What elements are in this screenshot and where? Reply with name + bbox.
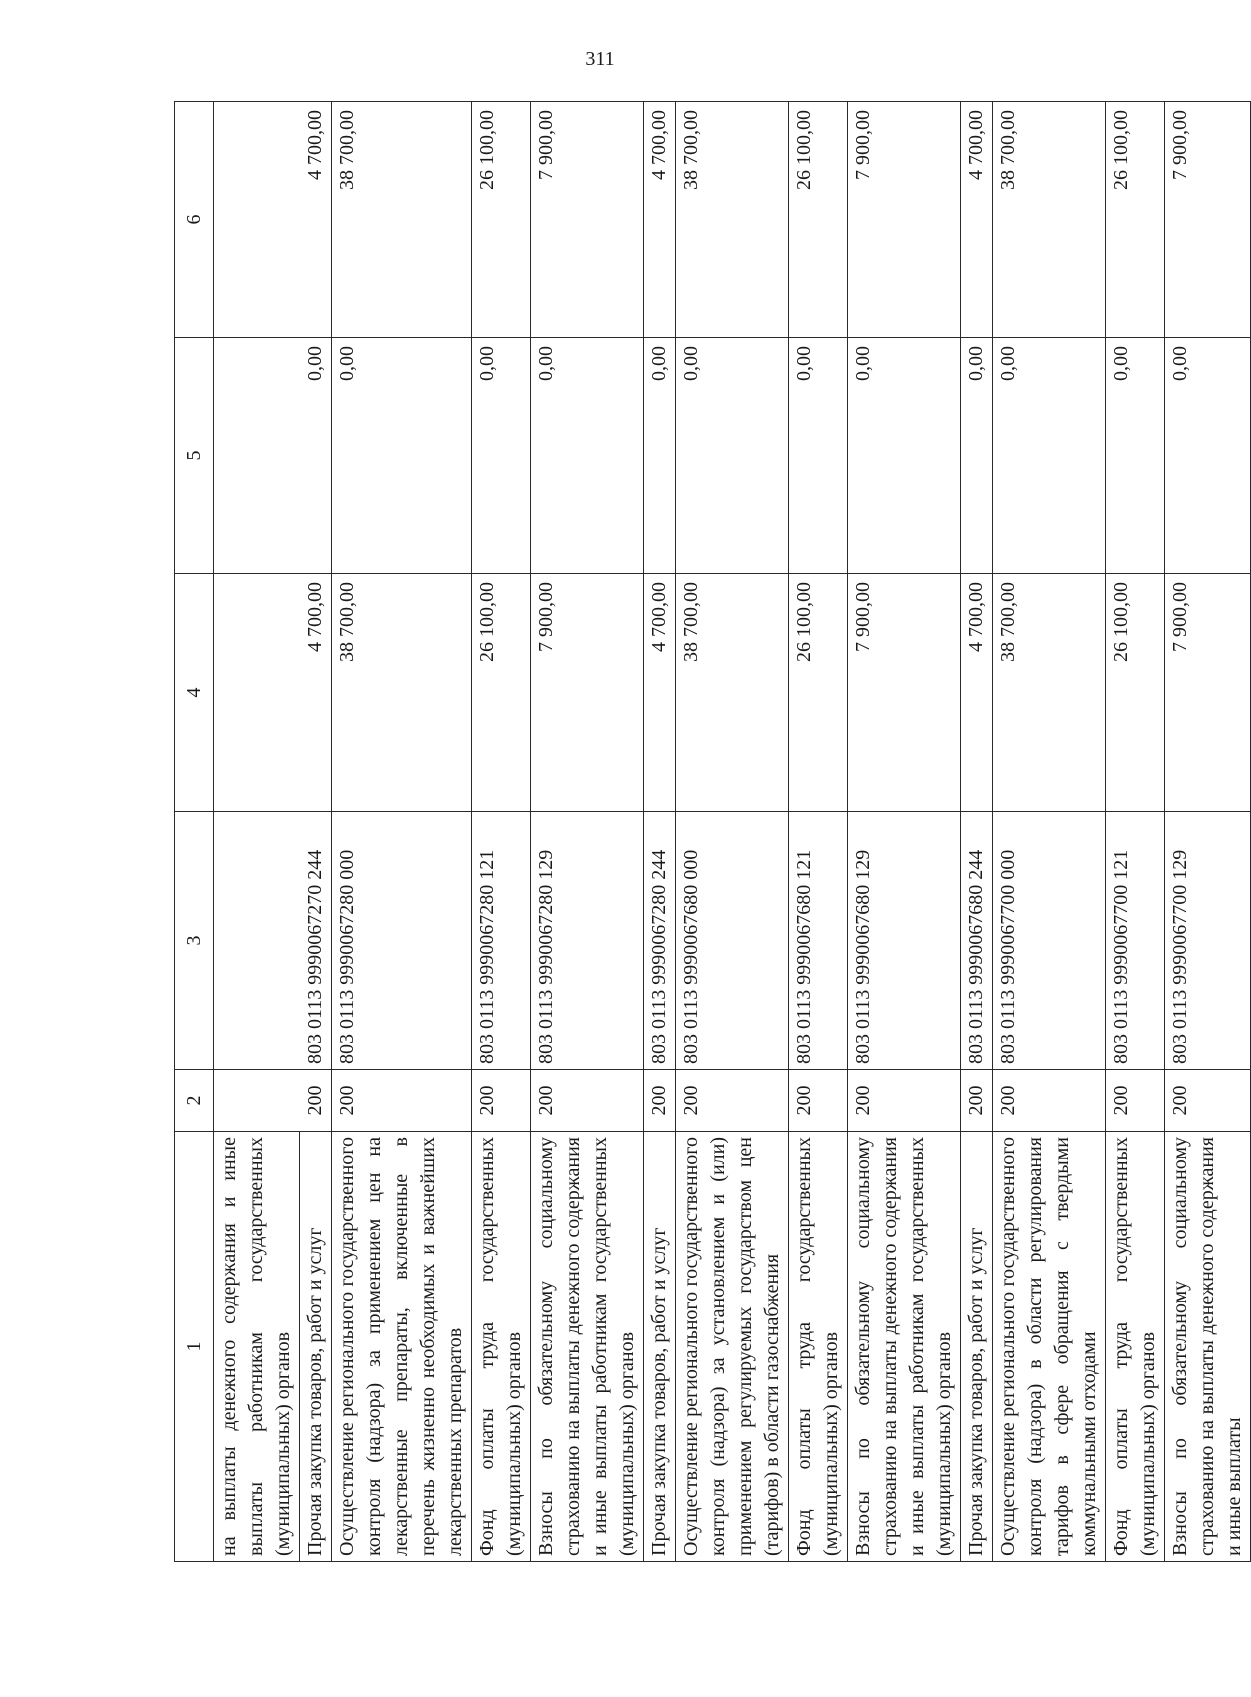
col-header-3: 3 — [175, 812, 214, 1070]
row-description: Фонд оплаты труда государственных (муниципальных) органов — [472, 1132, 531, 1562]
row-code: 803 0113 9990067270 244 — [300, 812, 332, 1070]
row-status: 200 — [644, 1070, 676, 1132]
row-status: 200 — [332, 1070, 472, 1132]
row-value-6: 26 100,00 — [472, 102, 531, 338]
table-row — [300, 102, 332, 1562]
row-status: 200 — [1165, 1070, 1251, 1132]
row-code: 803 0113 9990067680 129 — [848, 812, 961, 1070]
row-value-4: 7 900,00 — [848, 574, 961, 812]
row-status: 200 — [300, 1070, 332, 1132]
row-description: Фонд оплаты труда государственных (муниципальных) органов — [789, 1132, 848, 1562]
col-header-4: 4 — [175, 574, 214, 812]
row-value-5: 0,00 — [961, 338, 993, 574]
table-row — [214, 102, 300, 1562]
row-value-6: 7 900,00 — [1165, 102, 1251, 338]
row-value-5: 0,00 — [332, 338, 472, 574]
table-row — [1165, 102, 1251, 1562]
header-row — [175, 102, 214, 1562]
row-code: 803 0113 9990067700 121 — [1106, 812, 1165, 1070]
table-row — [472, 102, 531, 1562]
row-value-6 — [214, 102, 300, 338]
row-value-5 — [214, 338, 300, 574]
col-header-5: 5 — [175, 338, 214, 574]
row-value-4: 4 700,00 — [300, 574, 332, 812]
row-description: Взносы по обязательному социальному страхованию на выплаты денежного содержания и иные выплаты работникам государственных (муниципальных) органов — [848, 1132, 961, 1562]
table-row — [1106, 102, 1165, 1562]
col-header-2: 2 — [175, 1070, 214, 1132]
row-description: Осуществление регионального государственного контроля (надзора) за установлением и (или) применением регулируемых государством цен (тарифов) в области газоснабжения — [676, 1132, 789, 1562]
row-value-4: 4 700,00 — [961, 574, 993, 812]
row-status: 200 — [676, 1070, 789, 1132]
row-value-4: 26 100,00 — [472, 574, 531, 812]
budget-table — [174, 101, 1251, 1562]
table-row — [644, 102, 676, 1562]
table-row — [789, 102, 848, 1562]
row-value-5: 0,00 — [644, 338, 676, 574]
col-header-6: 6 — [175, 102, 214, 338]
row-description: Прочая закупка товаров, работ и услуг — [300, 1132, 332, 1562]
row-value-6: 38 700,00 — [332, 102, 472, 338]
row-value-4: 26 100,00 — [789, 574, 848, 812]
row-code: 803 0113 9990067680 121 — [789, 812, 848, 1070]
row-value-5: 0,00 — [789, 338, 848, 574]
row-status: 200 — [789, 1070, 848, 1132]
row-value-6: 7 900,00 — [848, 102, 961, 338]
table-row — [332, 102, 472, 1562]
row-status: 200 — [531, 1070, 644, 1132]
row-value-5: 0,00 — [1165, 338, 1251, 574]
row-value-4: 7 900,00 — [531, 574, 644, 812]
row-value-6: 4 700,00 — [644, 102, 676, 338]
row-value-4 — [214, 574, 300, 812]
budget-table-rotated — [174, 102, 1245, 1562]
row-value-5: 0,00 — [1106, 338, 1165, 574]
row-code — [214, 812, 300, 1070]
row-status — [214, 1070, 300, 1132]
row-code: 803 0113 9990067680 000 — [676, 812, 789, 1070]
row-value-6: 4 700,00 — [300, 102, 332, 338]
row-status: 200 — [472, 1070, 531, 1132]
row-status: 200 — [1106, 1070, 1165, 1132]
row-value-6: 26 100,00 — [1106, 102, 1165, 338]
row-value-4: 38 700,00 — [993, 574, 1106, 812]
row-value-4: 38 700,00 — [332, 574, 472, 812]
row-value-5: 0,00 — [300, 338, 332, 574]
row-value-4: 26 100,00 — [1106, 574, 1165, 812]
row-code: 803 0113 9990067280 000 — [332, 812, 472, 1070]
row-code: 803 0113 9990067700 129 — [1165, 812, 1251, 1070]
table-row — [676, 102, 789, 1562]
row-status: 200 — [961, 1070, 993, 1132]
row-value-4: 7 900,00 — [1165, 574, 1251, 812]
row-description: Осуществление регионального государственного контроля (надзора) за применением цен на лекарственные препараты, включенные в перечень жизненно необходимых и важнейших лекарственных препаратов — [332, 1132, 472, 1562]
table-row — [961, 102, 993, 1562]
row-value-5: 0,00 — [993, 338, 1106, 574]
table-row — [848, 102, 961, 1562]
row-description: Прочая закупка товаров, работ и услуг — [644, 1132, 676, 1562]
row-value-5: 0,00 — [472, 338, 531, 574]
row-description: Прочая закупка товаров, работ и услуг — [961, 1132, 993, 1562]
row-value-5: 0,00 — [531, 338, 644, 574]
row-value-6: 4 700,00 — [961, 102, 993, 338]
row-value-6: 7 900,00 — [531, 102, 644, 338]
col-header-1: 1 — [175, 1132, 214, 1562]
row-code: 803 0113 9990067280 129 — [531, 812, 644, 1070]
row-code: 803 0113 9990067280 244 — [644, 812, 676, 1070]
row-value-6: 38 700,00 — [993, 102, 1106, 338]
row-description: Осуществление регионального государственного контроля (надзора) в области регулирования тарифов в сфере обращения с твердыми коммунальными отходами — [993, 1132, 1106, 1562]
row-value-4: 4 700,00 — [644, 574, 676, 812]
row-status: 200 — [848, 1070, 961, 1132]
row-code: 803 0113 9990067280 121 — [472, 812, 531, 1070]
row-value-6: 38 700,00 — [676, 102, 789, 338]
row-value-5: 0,00 — [848, 338, 961, 574]
row-value-5: 0,00 — [676, 338, 789, 574]
row-description: Взносы по обязательному социальному страхованию на выплаты денежного содержания и иные выплаты — [1165, 1132, 1251, 1562]
row-description: Взносы по обязательному социальному страхованию на выплаты денежного содержания и иные выплаты работникам государственных (муниципальных) органов — [531, 1132, 644, 1562]
row-code: 803 0113 9990067700 000 — [993, 812, 1106, 1070]
row-value-4: 38 700,00 — [676, 574, 789, 812]
row-code: 803 0113 9990067680 244 — [961, 812, 993, 1070]
row-description: Фонд оплаты труда государственных (муниципальных) органов — [1106, 1132, 1165, 1562]
table-row — [531, 102, 644, 1562]
row-description: на выплаты денежного содержания и иные выплаты работникам государственных (муниципальных) органов — [214, 1132, 300, 1562]
row-value-6: 26 100,00 — [789, 102, 848, 338]
row-status: 200 — [993, 1070, 1106, 1132]
table-row — [993, 102, 1106, 1562]
page-number: 311 — [585, 48, 615, 70]
